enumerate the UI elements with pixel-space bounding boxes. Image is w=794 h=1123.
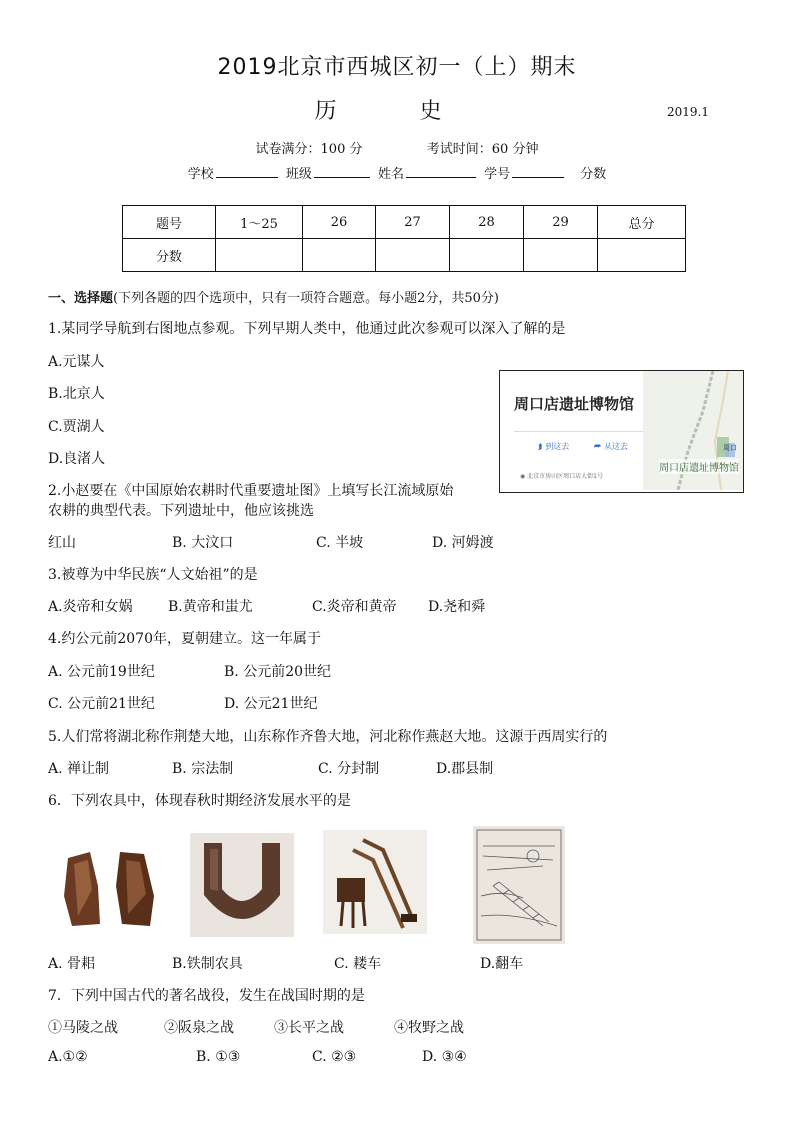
option[interactable]: C.贾湖人 [48, 419, 105, 435]
option[interactable]: B. 公元前20世纪 [224, 664, 332, 680]
option[interactable]: C. 半坡 [316, 535, 364, 551]
score-cell[interactable] [303, 239, 376, 272]
navigate-from-label: 从这去 [604, 442, 628, 451]
option[interactable]: D.翻车 [480, 956, 524, 972]
map-screenshot [499, 370, 744, 493]
option[interactable]: D. 公元21世纪 [224, 696, 318, 712]
question-stem: 5.人们常将湖北称作荆楚大地，山东称作齐鲁大地，河北称作燕赵大地。这源于西周实行的 [48, 729, 608, 745]
score-label: 分数 [580, 167, 607, 182]
question-stem: 2.小赵要在《中国原始农耕时代重要遗址图》上填写长江流域原始 [48, 483, 454, 499]
student-no-field[interactable] [512, 164, 564, 178]
table-row [123, 239, 686, 272]
question-stem: 1.某同学导航到右图地点参观。下列早期人类中，他通过此次参观可以深入了解的是 [48, 321, 566, 337]
option[interactable]: B.黄帝和蚩尤 [168, 599, 253, 615]
map-label-small: 周口 [723, 444, 737, 452]
question-stem: 4.约公元前2070年，夏朝建立。这一年属于 [48, 631, 321, 647]
option[interactable]: A.①② [48, 1049, 88, 1065]
option[interactable]: A.炎帝和女娲 [48, 599, 133, 615]
map-title: 周口店遗址博物馆 [514, 395, 635, 413]
option[interactable]: B.铁制农具 [172, 956, 243, 972]
option[interactable]: D.郡县制 [436, 761, 494, 777]
option[interactable]: A. 公元前19世纪 [48, 664, 155, 680]
iron-tool-image [190, 833, 294, 937]
school-field[interactable] [216, 164, 278, 178]
table-cell: 27 [376, 206, 450, 239]
section-title: 一、选择题 [48, 291, 114, 306]
option[interactable]: D.良渚人 [48, 451, 106, 467]
list-item: ④牧野之战 [394, 1020, 464, 1036]
option[interactable]: A.元谋人 [48, 354, 105, 370]
water-wheel-image [473, 826, 565, 944]
option[interactable]: B. ①③ [196, 1049, 241, 1065]
address-text: 北京市房山区周口店大街1号 [527, 473, 603, 480]
table-cell: 28 [450, 206, 524, 239]
class-label: 班级 [285, 167, 312, 182]
student-info [0, 163, 794, 182]
student-no-label: 学号 [484, 167, 511, 182]
table-cell: 26 [303, 206, 376, 239]
option[interactable]: C. 耧车 [334, 956, 382, 972]
divider [514, 431, 644, 432]
option[interactable]: C. ②③ [312, 1049, 357, 1065]
question-stem: 6．下列农具中，体现春秋时期经济发展水平的是 [48, 793, 351, 809]
option[interactable]: B.北京人 [48, 386, 105, 402]
full-score: 试卷满分：100 分 [255, 142, 363, 157]
map-address [520, 471, 603, 480]
score-table [122, 205, 686, 272]
option[interactable]: 红山 [48, 535, 76, 551]
table-cell: 29 [524, 206, 598, 239]
exam-meta [0, 138, 794, 157]
option[interactable]: B. 大汶口 [172, 535, 234, 551]
score-cell[interactable] [376, 239, 450, 272]
class-field[interactable] [314, 164, 370, 178]
exam-time: 考试时间：60 分钟 [426, 142, 539, 157]
table-row [123, 206, 686, 239]
list-item: ③长平之战 [274, 1020, 344, 1036]
subject-title: 历 史 [314, 99, 480, 124]
option[interactable]: A. 骨耜 [48, 956, 96, 972]
exam-date: 2019.1 [667, 105, 709, 119]
score-cell[interactable] [450, 239, 524, 272]
option[interactable]: C.炎帝和黄帝 [312, 599, 397, 615]
option[interactable]: C. 分封制 [318, 761, 380, 777]
table-cell: 1～25 [216, 206, 303, 239]
option[interactable]: C. 公元前21世纪 [48, 696, 155, 712]
score-cell[interactable] [524, 239, 598, 272]
list-item: ①马陵之战 [48, 1020, 118, 1036]
navigate-to-button: ⮭ 到这去 [538, 442, 570, 451]
table-cell: 总分 [598, 206, 686, 239]
name-label: 姓名 [377, 167, 404, 182]
list-item: ②阪泉之战 [164, 1020, 234, 1036]
location-pin-icon: ◉ [520, 473, 526, 480]
question-stem: 7．下列中国古代的著名战役，发生在战国时期的是 [48, 988, 365, 1004]
navigate-to-label: 到这去 [545, 442, 570, 451]
question-stem: 农耕的典型代表。下列遗址中，他应该挑选 [48, 503, 314, 519]
score-cell[interactable] [598, 239, 686, 272]
school-label: 学校 [187, 167, 214, 182]
score-cell[interactable] [216, 239, 303, 272]
option[interactable]: D. ③④ [422, 1049, 467, 1065]
question-stem: 3.被尊为中华民族“人文始祖”的是 [48, 567, 258, 583]
section-desc: (下列各题的四个选项中，只有一项符合题意。每小题2分，共50分) [113, 291, 499, 306]
table-cell: 题号 [123, 206, 216, 239]
section-heading [48, 287, 499, 306]
option[interactable]: A. 禅让制 [48, 761, 110, 777]
seed-drill-image [323, 830, 427, 934]
map-area [643, 371, 743, 490]
map-location-label: 周口店遗址博物馆 [659, 459, 739, 474]
navigate-from-button: ⮫ 从这去 [594, 442, 628, 451]
page-title: 2019北京市西城区初一（上）期末 [217, 55, 577, 80]
table-cell: 分数 [123, 239, 216, 272]
name-field[interactable] [406, 164, 476, 178]
option[interactable]: D. 河姆渡 [432, 535, 494, 551]
option[interactable]: B. 宗法制 [172, 761, 234, 777]
option[interactable]: D.尧和舜 [428, 599, 486, 615]
bone-spade-image [60, 846, 160, 930]
